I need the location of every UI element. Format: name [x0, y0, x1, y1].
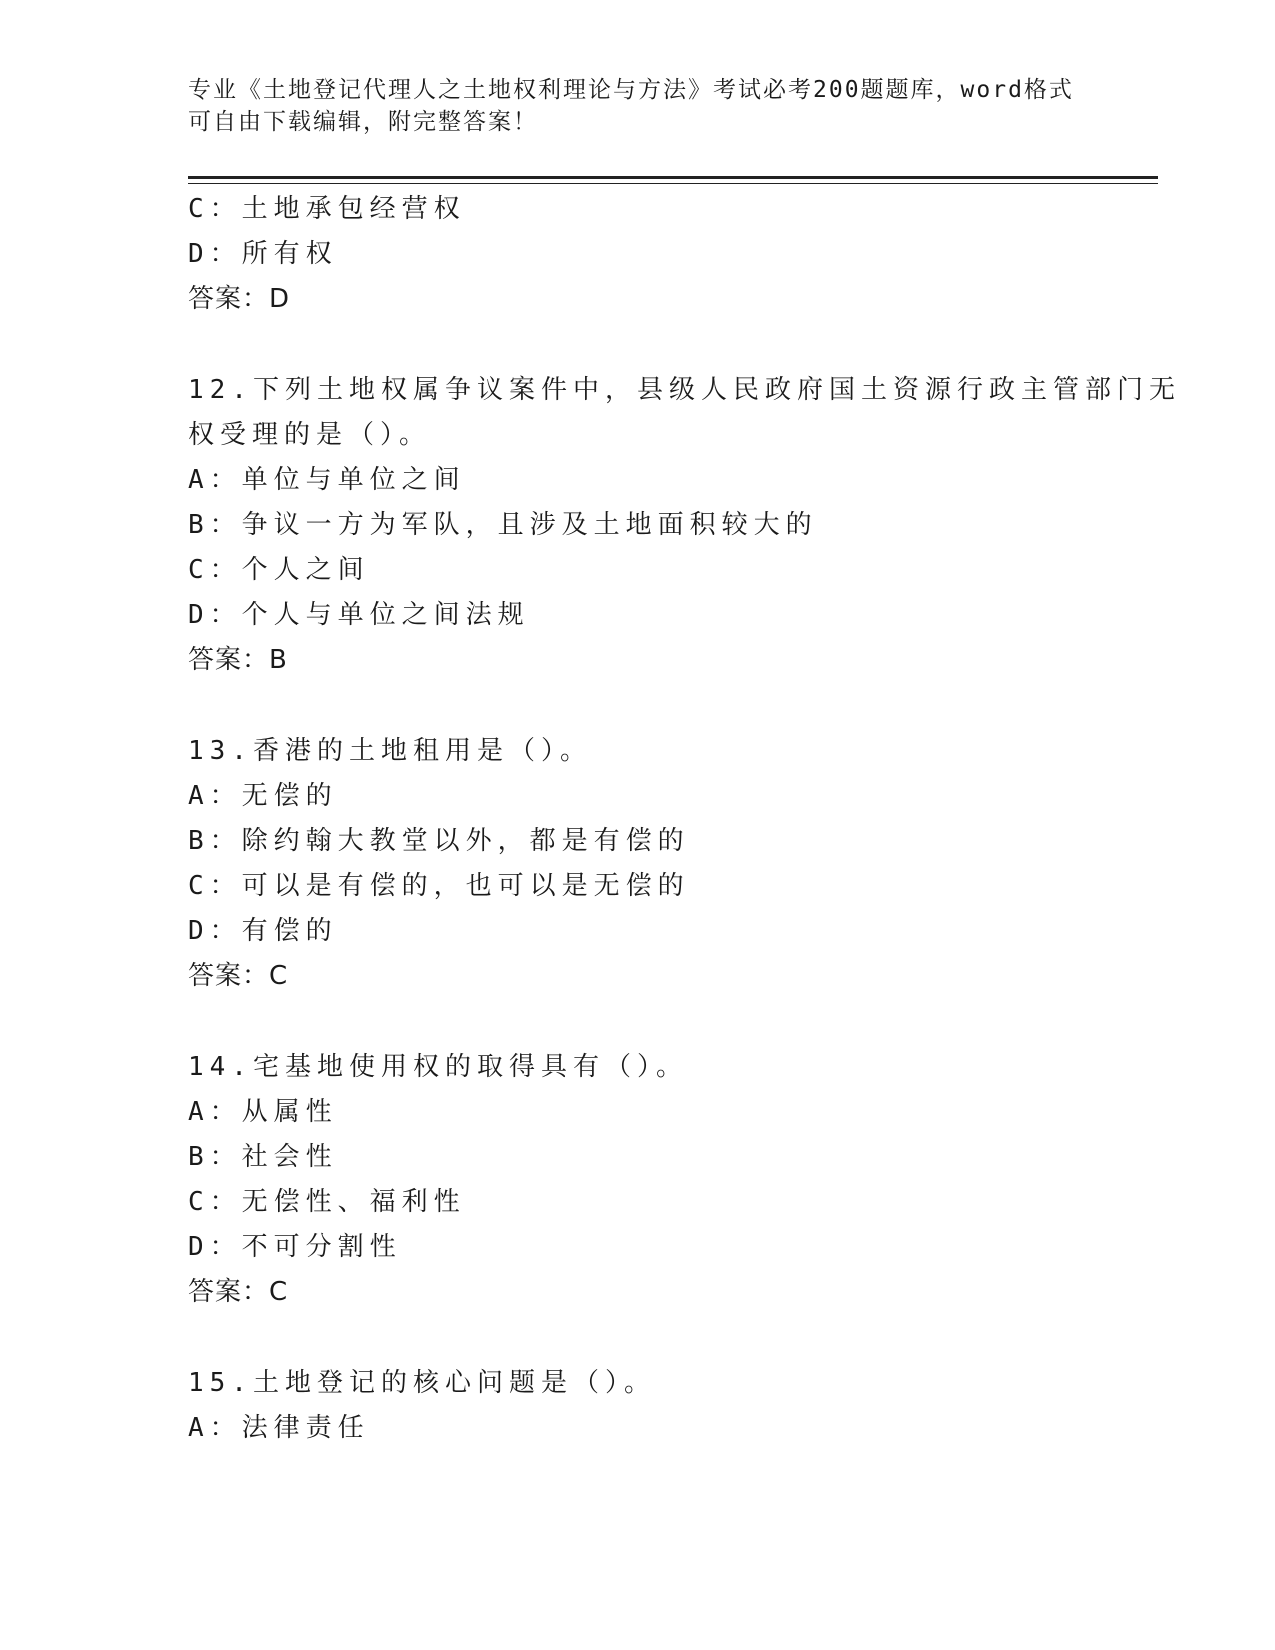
q12-answer: 答案：B [188, 645, 288, 675]
document-header [188, 74, 1088, 138]
q14-stem: 14.宅基地使用权的取得具有（）。 [188, 1052, 688, 1082]
header-divider-thick [188, 176, 1158, 179]
q12-stem-line-1: 12.下列土地权属争议案件中，县级人民政府国土资源行政主管部门无 [188, 375, 1181, 405]
q13-option-b: B：除约翰大教堂以外，都是有偿的 [188, 826, 690, 856]
q15-option-a: A：法律责任 [188, 1413, 370, 1443]
q12-stem-line-2: 权受理的是（）。 [188, 420, 432, 450]
q13-answer: 答案：C [188, 961, 289, 991]
q13-option-a: A：无偿的 [188, 781, 338, 811]
prev-option-d: D：所有权 [188, 239, 338, 269]
q14-option-a: A：从属性 [188, 1097, 338, 1127]
prev-option-c: C：土地承包经营权 [188, 194, 466, 224]
q12-option-d: D：个人与单位之间法规 [188, 600, 530, 630]
q15-stem: 15.土地登记的核心问题是（）。 [188, 1368, 656, 1398]
q13-stem: 13.香港的土地租用是（）。 [188, 736, 592, 766]
header-line-2: 可自由下载编辑，附完整答案！ [188, 109, 538, 135]
q14-answer: 答案：C [188, 1277, 289, 1307]
header-line-1: 专业《土地登记代理人之土地权利理论与方法》考试必考200题题库，word格式 [188, 77, 1074, 103]
q14-option-b: B：社会性 [188, 1142, 338, 1172]
q12-option-b: B：争议一方为军队，且涉及土地面积较大的 [188, 510, 818, 540]
prev-answer: 答案：D [188, 284, 291, 314]
q12-option-a: A：单位与单位之间 [188, 465, 466, 495]
q13-option-c: C：可以是有偿的，也可以是无偿的 [188, 871, 690, 901]
q14-option-c: C：无偿性、福利性 [188, 1187, 466, 1217]
q14-option-d: D：不可分割性 [188, 1232, 402, 1262]
q12-option-c: C：个人之间 [188, 555, 370, 585]
header-divider-thin [188, 183, 1158, 184]
q13-option-d: D：有偿的 [188, 916, 338, 946]
